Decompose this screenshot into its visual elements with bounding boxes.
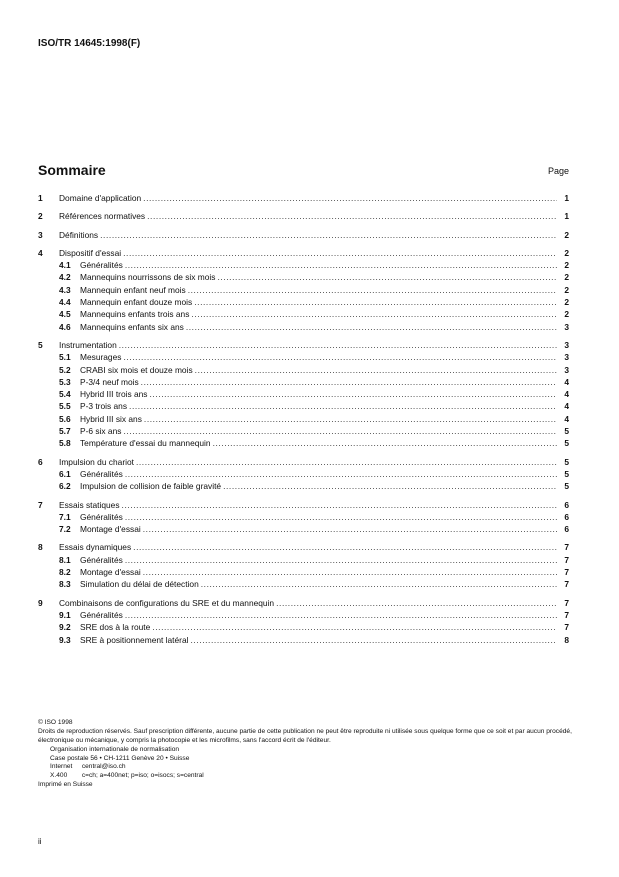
leader-dots <box>123 353 557 361</box>
leader-dots <box>125 611 557 619</box>
subsection-page: 3 <box>564 321 569 332</box>
subsection-title: P-3/4 neuf mois <box>80 376 139 387</box>
subsection-page: 7 <box>564 579 569 590</box>
leader-dots <box>223 482 557 490</box>
toc-subsection-5-1[interactable] <box>38 353 569 365</box>
subsection-page: 2 <box>564 272 569 283</box>
toc-subsection-6-2[interactable] <box>38 482 569 494</box>
section-title: Essais dynamiques <box>59 542 132 553</box>
subsection-number: 5.8 <box>59 438 71 449</box>
leader-dots <box>125 513 557 521</box>
publisher-address: Case postale 56 • CH-1211 Genève 20 • Suisse <box>50 754 190 762</box>
subsection-title: Hybrid III trois ans <box>80 389 148 400</box>
section-page: 1 <box>564 193 569 203</box>
leader-dots <box>123 427 557 435</box>
leader-dots <box>100 231 557 239</box>
leader-dots <box>141 378 557 386</box>
subsection-number: 5.5 <box>59 401 71 412</box>
toc-subsection-5-8[interactable] <box>38 439 569 451</box>
toc-subsection-7-2[interactable] <box>38 525 569 537</box>
subsection-number: 5.6 <box>59 413 71 424</box>
section-title: Impulsion du chariot <box>59 456 134 467</box>
toc-subsection-5-2[interactable] <box>38 366 569 378</box>
subsection-page: 7 <box>564 554 569 565</box>
subsection-title: Impulsion de collision de faible gravité <box>80 481 222 492</box>
subsection-title: P-6 six ans <box>80 426 122 437</box>
subsection-number: 8.1 <box>59 554 71 565</box>
section-number: 5 <box>38 339 43 350</box>
subsection-page: 7 <box>564 622 569 633</box>
subsection-page: 4 <box>564 389 569 400</box>
section-number: 4 <box>38 247 43 258</box>
subsection-page: 8 <box>564 634 569 645</box>
toc-subsection-9-2[interactable] <box>38 623 569 635</box>
leader-dots <box>125 556 557 564</box>
leader-dots <box>188 286 557 294</box>
subsection-title: Généralités <box>80 468 123 479</box>
subsection-number: 4.5 <box>59 309 71 320</box>
subsection-number: 9.3 <box>59 634 71 645</box>
section-title: Domaine d'application <box>59 193 142 203</box>
subsection-number: 4.2 <box>59 272 71 283</box>
leader-dots <box>190 636 557 644</box>
toc-subsection-4-6[interactable] <box>38 323 569 335</box>
subsection-title: Généralités <box>80 609 123 620</box>
leader-dots <box>150 390 558 398</box>
toc-title: Sommaire <box>38 162 106 178</box>
leader-dots <box>217 273 557 281</box>
subsection-number: 7.2 <box>59 524 71 535</box>
leader-dots <box>125 470 557 478</box>
toc-section-8[interactable] <box>38 543 569 555</box>
subsection-page: 3 <box>564 352 569 363</box>
subsection-number: 9.1 <box>59 609 71 620</box>
subsection-page: 6 <box>564 524 569 535</box>
x400-label: X.400 <box>50 772 68 780</box>
x400-address: c=ch; a=400net; p=iso; o=isocs; s=central <box>81 772 204 780</box>
leader-dots <box>122 501 557 509</box>
rights-notice: Droits de reproduction réservés. Sauf prescription différente, aucune partie de cette publication ne peut être reproduite ni utilisée sous quelque forme que ce soit et par aucun procédé, électronique ou mécanique, y compris la photocopie et les microfilms, sans l'accord écrit de l'éditeur. <box>38 727 572 744</box>
leader-dots <box>191 310 557 318</box>
subsection-number: 8.2 <box>59 567 71 578</box>
subsection-page: 7 <box>564 567 569 578</box>
leader-dots <box>125 261 557 269</box>
leader-dots <box>201 580 557 588</box>
section-title: Références normatives <box>59 211 146 222</box>
leader-dots <box>195 366 557 374</box>
leader-dots <box>143 568 557 576</box>
leader-dots <box>147 212 557 220</box>
section-page: 7 <box>564 597 569 608</box>
subsection-title: Mannequins enfants trois ans <box>80 309 190 320</box>
subsection-number: 8.3 <box>59 579 71 590</box>
section-number: 7 <box>38 499 43 510</box>
subsection-page: 7 <box>564 609 569 620</box>
copyright-line: © ISO 1998 <box>38 719 73 726</box>
subsection-page: 6 <box>564 511 569 522</box>
subsection-number: 4.3 <box>59 284 71 295</box>
subsection-number: 9.2 <box>59 622 71 633</box>
leader-dots <box>123 249 557 257</box>
subsection-title: Mesurages <box>80 352 122 363</box>
leader-dots <box>143 194 557 202</box>
subsection-number: 5.2 <box>59 364 71 375</box>
toc-subsection-8-3[interactable] <box>38 580 569 592</box>
section-page: 5 <box>564 456 569 467</box>
section-title: Combinaisons de configurations du SRE et du mannequin <box>59 597 275 608</box>
section-number: 3 <box>38 229 43 240</box>
document-id: ISO/TR 14645:1998(F) <box>38 38 141 49</box>
subsection-title: Généralités <box>80 260 123 271</box>
subsection-page: 4 <box>564 401 569 412</box>
subsection-page: 5 <box>564 468 569 479</box>
subsection-number: 5.3 <box>59 376 71 387</box>
subsection-page: 4 <box>564 376 569 387</box>
leader-dots <box>143 525 557 533</box>
table-of-contents <box>38 194 569 648</box>
toc-section-3[interactable] <box>38 231 569 243</box>
subsection-title: CRABI six mois et douze mois <box>80 364 193 375</box>
subsection-title: SRE à positionnement latéral <box>80 634 189 645</box>
printed-in: Imprimé en Suisse <box>38 781 93 789</box>
leader-dots <box>133 543 557 551</box>
subsection-number: 4.4 <box>59 297 71 308</box>
leader-dots <box>276 599 557 607</box>
section-page: 3 <box>564 339 569 350</box>
subsection-number: 6.1 <box>59 468 71 479</box>
leader-dots <box>136 458 557 466</box>
section-number: 2 <box>38 211 43 222</box>
subsection-title: SRE dos à la route <box>80 622 151 633</box>
subsection-title: Hybrid III six ans <box>80 413 142 424</box>
page-column-label: Page <box>547 166 569 176</box>
leader-dots <box>194 298 557 306</box>
section-title: Définitions <box>59 229 99 240</box>
subsection-title: Mannequins nourrissons de six mois <box>80 272 216 283</box>
subsection-page: 3 <box>564 364 569 375</box>
subsection-number: 5.7 <box>59 426 71 437</box>
subsection-page: 5 <box>564 481 569 492</box>
subsection-number: 4.6 <box>59 321 71 332</box>
section-number: 1 <box>38 193 43 203</box>
subsection-number: 7.1 <box>59 511 71 522</box>
leader-dots <box>119 341 557 349</box>
subsection-title: P-3 trois ans <box>80 401 128 412</box>
publisher-org: Organisation internationale de normalisation <box>50 745 180 753</box>
subsection-title: Généralités <box>80 554 123 565</box>
section-number: 9 <box>38 597 43 608</box>
leader-dots <box>186 323 557 331</box>
toc-subsection-9-3[interactable] <box>38 636 569 648</box>
section-page: 2 <box>564 229 569 240</box>
leader-dots <box>152 623 557 631</box>
section-number: 8 <box>38 542 43 553</box>
subsection-number: 5.1 <box>59 352 71 363</box>
leader-dots <box>129 402 557 410</box>
subsection-page: 4 <box>564 413 569 424</box>
toc-subsection-4-5[interactable] <box>38 310 569 322</box>
subsection-page: 2 <box>564 297 569 308</box>
section-title: Dispositif d'essai <box>59 247 122 258</box>
section-page: 1 <box>564 211 569 222</box>
leader-dots <box>213 439 557 447</box>
subsection-number: 4.1 <box>59 260 71 271</box>
subsection-page: 2 <box>564 284 569 295</box>
toc-subsection-5-5[interactable] <box>38 402 569 414</box>
leader-dots <box>144 415 557 423</box>
subsection-title: Mannequin enfant neuf mois <box>80 284 186 295</box>
subsection-page: 5 <box>564 438 569 449</box>
section-page: 7 <box>564 542 569 553</box>
page-number: ii <box>38 837 42 846</box>
copyright-block <box>38 719 573 790</box>
section-page: 2 <box>564 247 569 258</box>
subsection-title: Montage d'essai <box>80 567 141 578</box>
subsection-page: 2 <box>564 260 569 271</box>
subsection-title: Montage d'essai <box>80 524 141 535</box>
subsection-title: Simulation du délai de détection <box>80 579 199 590</box>
section-title: Essais statiques <box>59 499 120 510</box>
subsection-page: 2 <box>564 309 569 320</box>
section-title: Instrumentation <box>59 339 117 350</box>
internet-label: Internet <box>50 763 73 771</box>
toc-section-7[interactable] <box>38 501 569 513</box>
subsection-title: Température d'essai du mannequin <box>80 438 211 449</box>
toc-section-2[interactable] <box>38 212 569 224</box>
internet-email[interactable]: central@iso.ch <box>81 763 126 771</box>
subsection-page: 5 <box>564 426 569 437</box>
section-page: 6 <box>564 499 569 510</box>
subsection-number: 5.4 <box>59 389 71 400</box>
subsection-title: Mannequins enfants six ans <box>80 321 184 332</box>
subsection-title: Généralités <box>80 511 123 522</box>
toc-subsection-4-2[interactable] <box>38 273 569 285</box>
toc-section-1[interactable] <box>38 194 569 206</box>
subsection-title: Mannequin enfant douze mois <box>80 297 193 308</box>
subsection-number: 6.2 <box>59 481 71 492</box>
section-number: 6 <box>38 456 43 467</box>
